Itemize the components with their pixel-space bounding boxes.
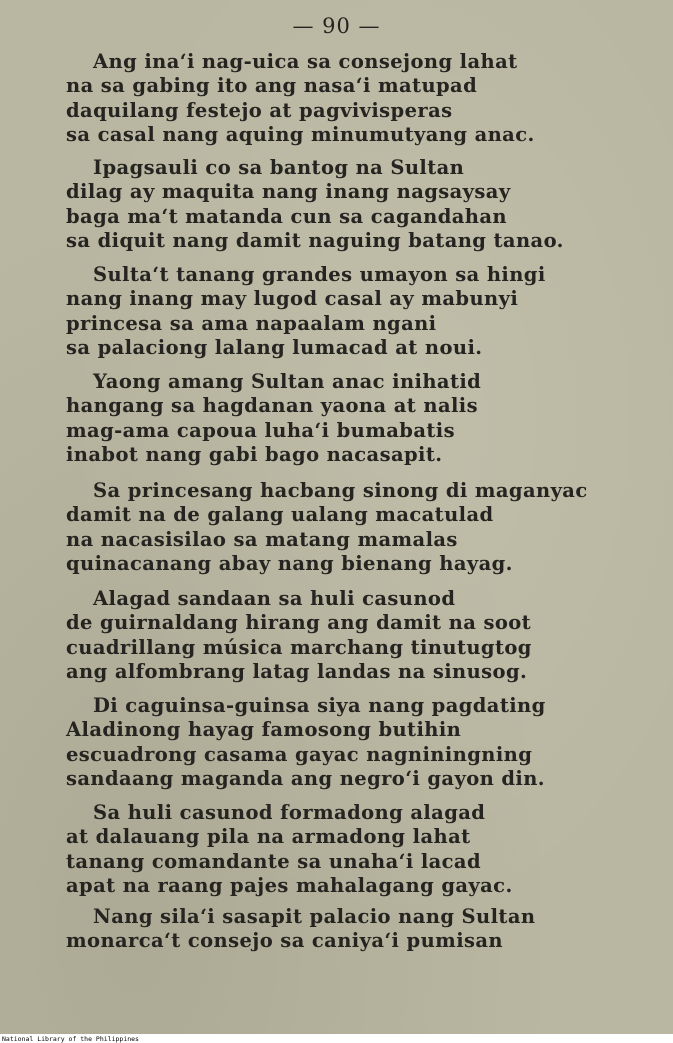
page-number: — 90 — [292,14,381,38]
verse-line: Di caguinsa-guinsa siya nang pagdating [93,694,546,717]
stanza-9 [66,905,606,954]
verse-line: tanang comandante sa unaha‘i lacad [66,849,482,873]
library-credit: National Library of the Philippines [2,1035,139,1043]
verse-line: Sulta‘t tanang grandes umayon sa hingi [93,263,546,286]
verse-line: de guirnaldang hirang ang damit na soot [66,611,532,635]
verse-line: Sa huli casunod formadong alagad [93,801,486,824]
stanza-6 [66,587,606,684]
verse-line: damit na de galang ualang macatulad [66,503,494,527]
verse-line: Aladinong hayag famosong butihin [66,718,462,742]
verse-line: Nang sila‘i sasapit palacio nang Sultan [93,905,536,928]
verse-line: quinacanang abay nang bienang hayag. [66,551,513,575]
verse-line: apat na raang pajes mahalagang gayac. [66,873,513,897]
verse-line: na nacasisilao sa matang mamalas [66,527,458,551]
verse-line: ang alfombrang latag landas na sinusog. [66,659,528,683]
stanza-1 [66,50,606,147]
verse-line: daquilang festejo at pagvivisperas [66,98,453,122]
verse-line: sandaang maganda ang negro‘i gayon din. [66,766,545,790]
verse-line: Ipagsauli co sa bantog na Sultan [93,156,465,179]
verse-line: escuadrong casama gayac nagniningning [66,742,533,766]
verse-line: cuadrillang música marchang tinutugtog [66,635,532,659]
verse-line: inabot nang gabi bago nacasapit. [66,442,443,466]
verse-line: baga ma‘t matanda cun sa cagandahan [66,204,507,228]
verse-line: sa diquit nang damit naguing batang tanao. [66,228,564,252]
verse-line: Yaong amang Sultan anac inihatid [93,370,482,393]
verse-line: sa palaciong lalang lumacad at noui. [66,335,483,359]
verse-line: at dalauang pila na armadong lahat [66,825,471,849]
stanza-8 [66,801,606,898]
verse-line: na sa gabing ito ang nasa‘i matupad [66,74,478,98]
stanza-7 [66,694,606,791]
verse-line: monarca‘t consejo sa caniya‘i pumisan [66,929,504,953]
verse-line: Alagad sandaan sa huli casunod [93,587,456,610]
stanza-5 [66,479,606,576]
verse-line: Ang ina‘i nag-uica sa consejong lahat [93,50,518,73]
stanza-4 [66,370,606,467]
verse-line: nang inang may lugod casal ay mabunyi [66,287,519,311]
verse-line: mag-ama capoua luha‘i bumabatis [66,418,455,442]
verse-line: hangang sa hagdanan yaona at nalis [66,394,478,418]
verse-line: dilag ay maquita nang inang nagsaysay [66,180,511,204]
verse-line: princesa sa ama napaalam ngani [66,311,437,335]
verse-line: sa casal nang aquing minumutyang anac. [66,122,535,146]
verse-line: Sa princesang hacbang sinong di maganyac [93,479,588,502]
stanza-3 [66,263,606,360]
stanza-2 [66,156,606,253]
